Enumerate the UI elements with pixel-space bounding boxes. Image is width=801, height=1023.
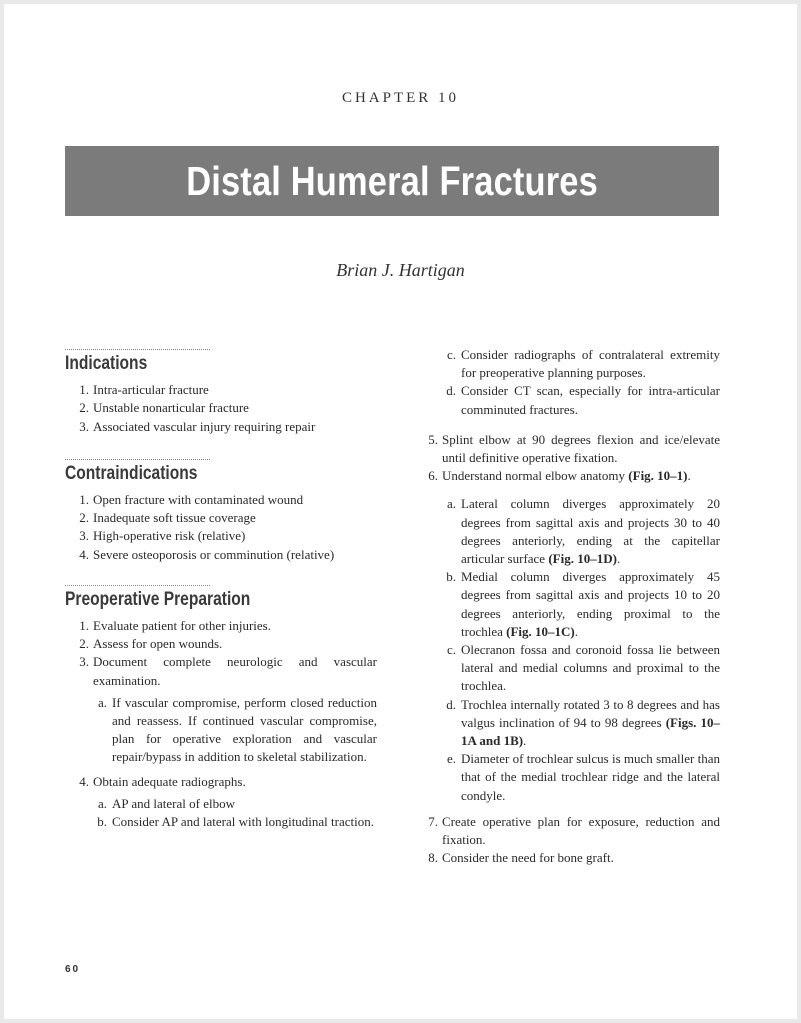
preoperative-list-cont	[65, 773, 377, 791]
preoperative-list-end	[414, 813, 720, 868]
list-item: 3. Associated vascular injury requiring repair	[79, 418, 316, 434]
indications-section	[65, 349, 377, 436]
list-item: a. AP and lateral of elbow	[97, 795, 235, 811]
figure-reference: (Figs. 10–1A and 1B)	[461, 714, 720, 749]
radiographs-sublist-cont	[414, 346, 720, 419]
list-item: 1. Evaluate patient for other injuries.	[79, 618, 271, 634]
contraindications-list	[65, 491, 377, 564]
list-item: 4. Obtain adequate radiographs.	[79, 773, 246, 789]
indications-list	[65, 381, 377, 436]
list-item: 1. Open fracture with contaminated wound	[79, 492, 304, 508]
list-item: 8. Consider the need for bone graft.	[428, 850, 614, 866]
list-item: 7. Create operative plan for exposure, reduction and fixation.	[428, 813, 720, 848]
list-item: c. Consider radiographs of contralateral extremity for preoperative planning purposes.	[446, 347, 720, 381]
figure-reference: (Fig. 10–1)	[628, 468, 688, 484]
list-item: 2. Unstable nonarticular fracture	[79, 400, 249, 416]
list-item: b. Consider AP and lateral with longitudinal traction.	[97, 814, 374, 830]
list-item: e. Diameter of trochlear sulcus is much smaller than that of the medial trochlear ridge and the lateral condyle.	[446, 751, 720, 803]
section-divider	[65, 585, 210, 586]
list-item: d. Trochlea internally rotated 3 to 8 degrees and has valgus inclination of 94 to 98 degrees (Figs. 10–1A and 1B).	[446, 696, 720, 749]
radiographs-sublist	[65, 795, 377, 831]
anatomy-sublist	[414, 495, 720, 804]
chapter-label: CHAPTER 10	[341, 90, 460, 106]
page-number: 60	[65, 964, 81, 975]
list-item: 6. Understand normal elbow anatomy (Fig. 10–1).	[428, 468, 691, 484]
list-item: 5. Splint elbow at 90 degrees flexion and ice/elevate until definitive operative fixation.	[428, 431, 720, 466]
right-column	[414, 346, 720, 867]
list-item: d. Consider CT scan, especially for intra-articular comminuted fractures.	[446, 383, 720, 417]
book-page	[4, 4, 797, 1019]
section-divider	[65, 459, 210, 460]
list-item: b. Medial column diverges approximately 45 degrees from sagittal axis and projects 10 to 20 degrees anteriorly, ending proximal to the trochlea (Fig. 10–1C).	[446, 569, 720, 639]
list-item: 4. Severe osteoporosis or comminution (relative)	[79, 546, 335, 562]
preoperative-section	[65, 585, 377, 831]
list-item: c. Olecranon fossa and coronoid fossa lie between lateral and medial columns and proximal to the trochlea.	[446, 642, 720, 694]
preoperative-list	[65, 617, 377, 690]
list-item: a. If vascular compromise, perform closed reduction and reassess. If continued vascular compromise, plan for operative exploration and vascular repair/bypass in addition to skeletal stabilization.	[97, 694, 377, 765]
chapter-title: Distal Humeral Fractures	[186, 157, 598, 204]
preoperative-heading: Preoperative Preparation	[65, 588, 251, 610]
list-item: 2. Inadequate soft tissue coverage	[79, 510, 256, 526]
contraindications-heading: Contraindications	[65, 462, 198, 484]
figure-reference: (Fig. 10–1D)	[548, 551, 617, 567]
list-item: 1. Intra-articular fracture	[79, 382, 209, 398]
author-name: Brian J. Hartigan	[336, 260, 465, 280]
preoperative-list-right	[414, 431, 720, 486]
title-banner	[65, 146, 719, 216]
contraindications-section	[65, 459, 377, 564]
figure-reference: (Fig. 10–1C)	[506, 623, 575, 639]
left-column	[65, 349, 377, 837]
list-item: 3. Document complete neurologic and vascular examination.	[79, 654, 377, 688]
list-item: 3. High-operative risk (relative)	[79, 528, 246, 544]
list-item: a. Lateral column diverges approximately 20 degrees from sagittal axis and projects 30 to 40 degrees anteriorly, ending at the capitellar articular surface (Fig. 10–1D).	[446, 496, 720, 567]
section-divider	[65, 349, 210, 350]
list-item: 2. Assess for open wounds.	[79, 636, 223, 652]
vascular-sublist	[65, 694, 377, 767]
indications-heading: Indications	[65, 353, 148, 374]
